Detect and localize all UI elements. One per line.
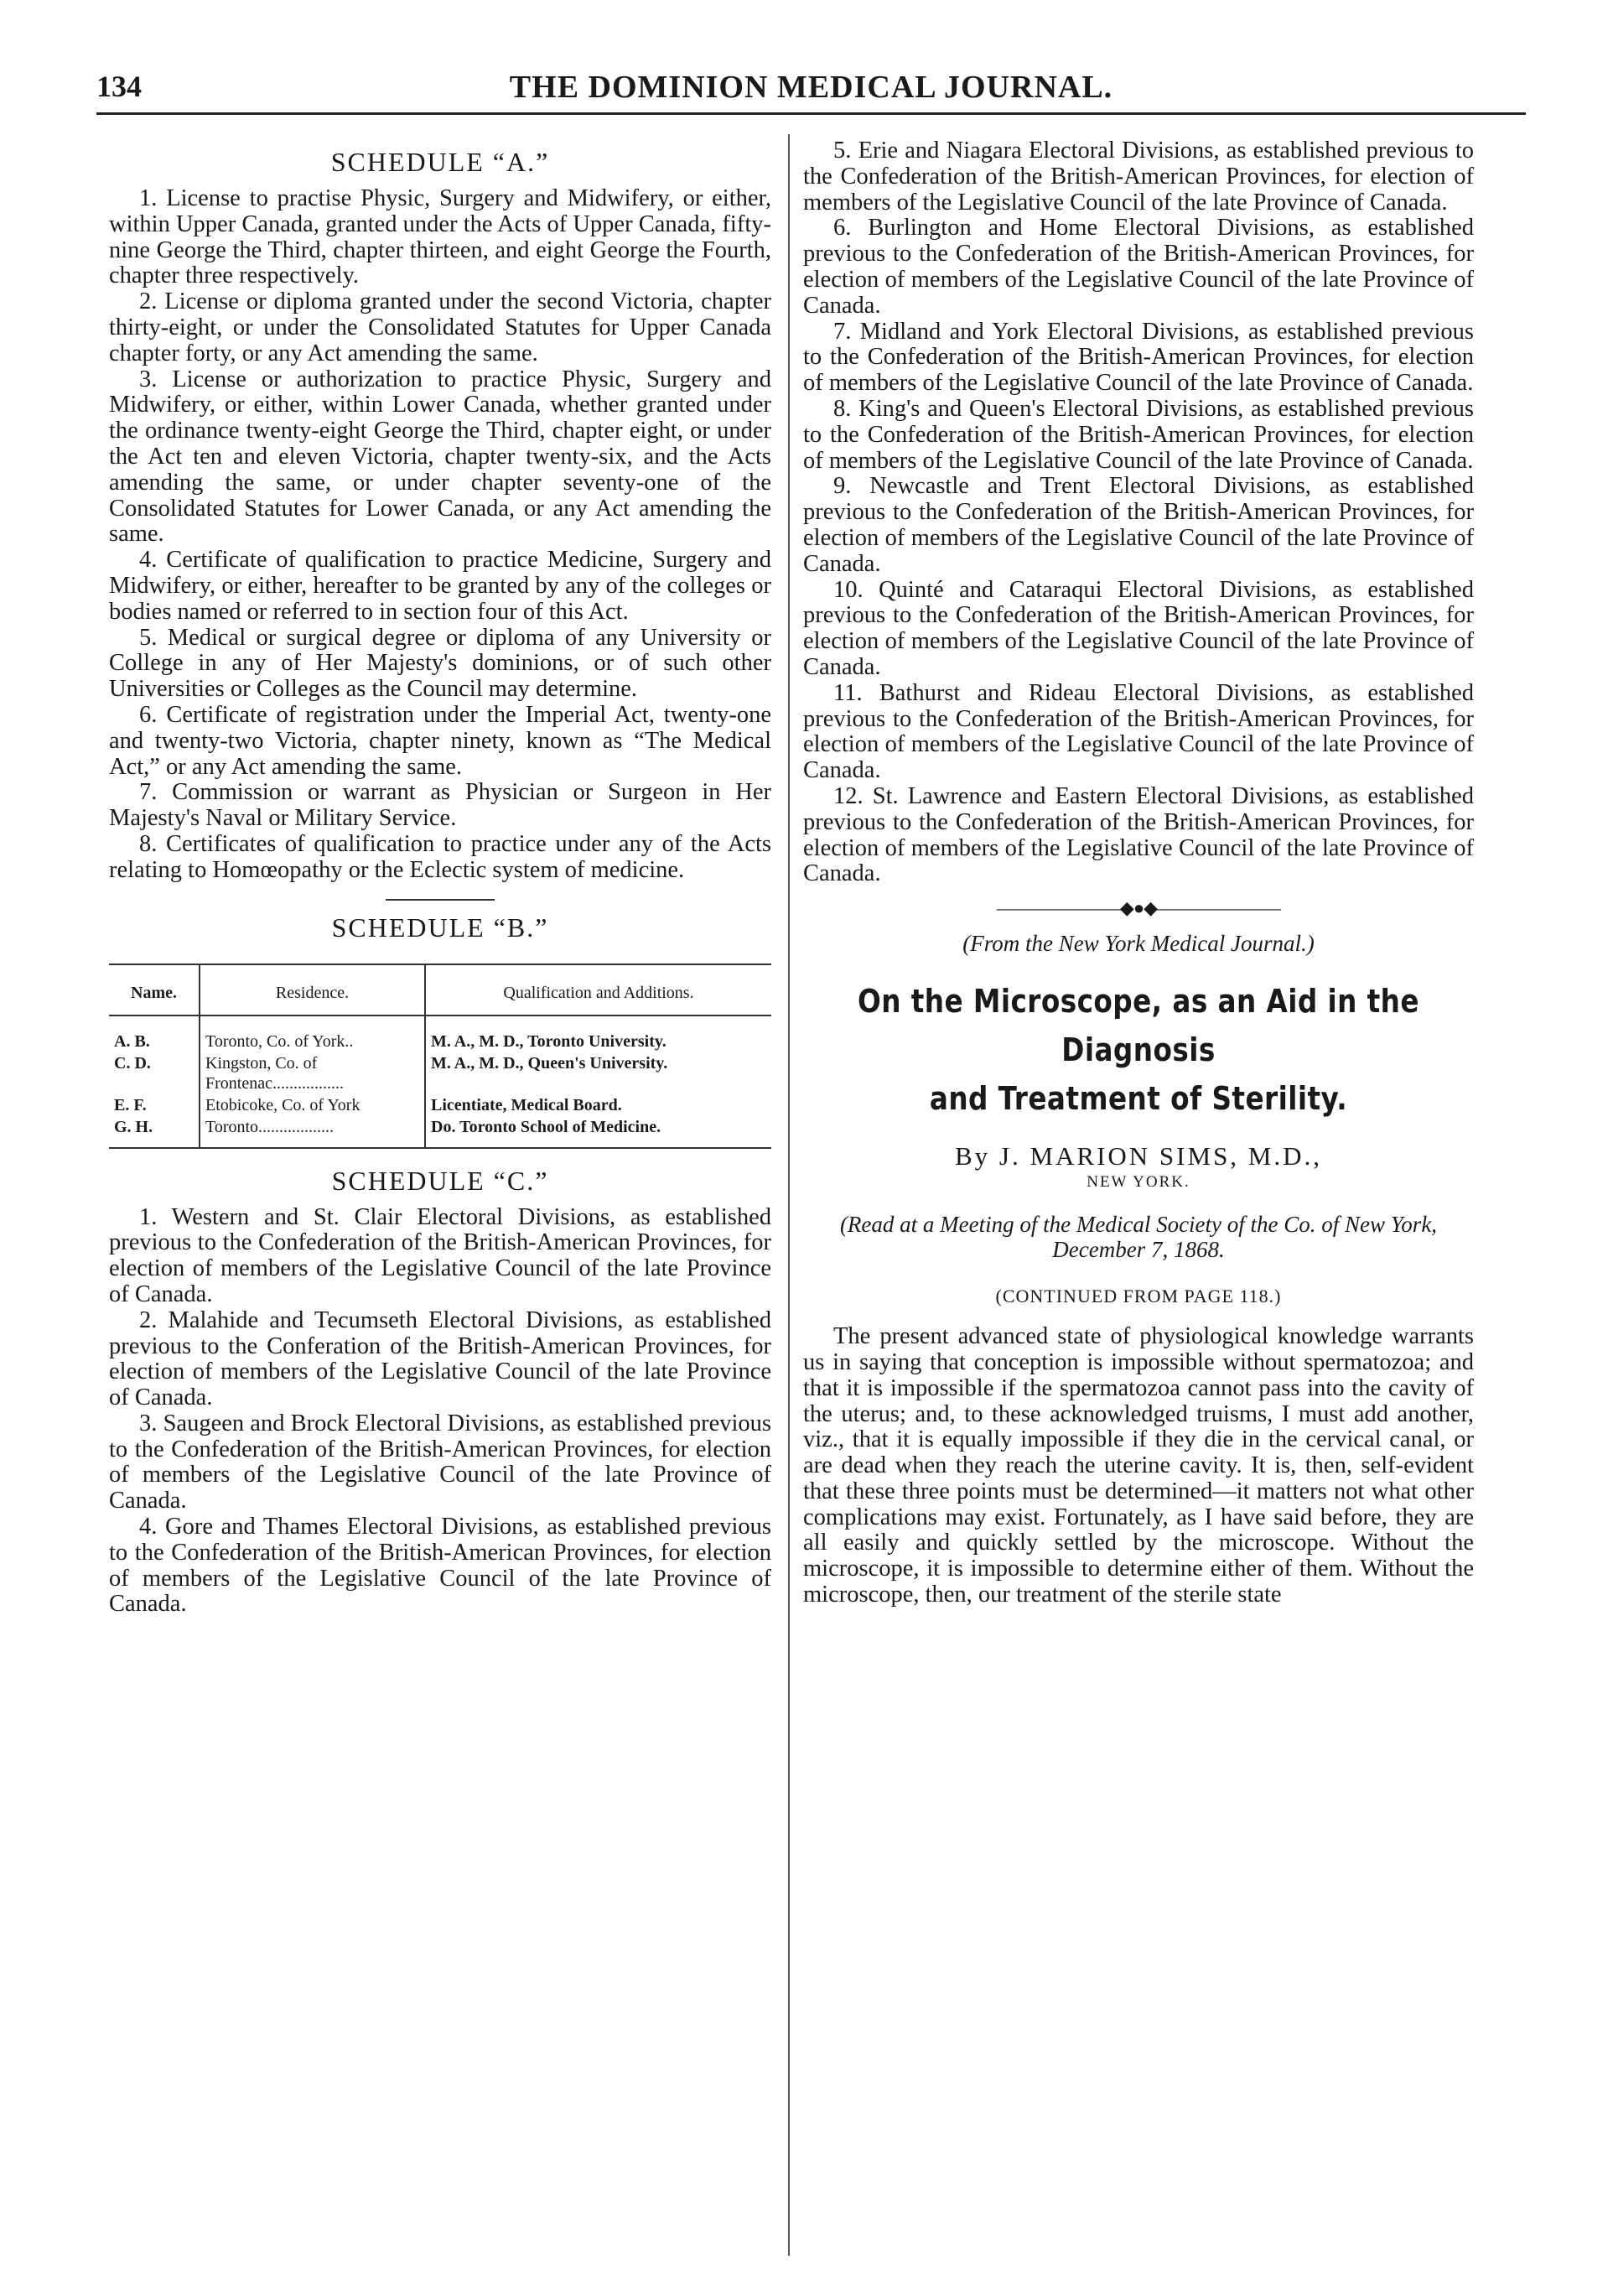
table-row bbox=[109, 1116, 771, 1148]
schedule-b-heading: SCHEDULE “B.” bbox=[331, 912, 549, 943]
table-row bbox=[109, 1016, 771, 1052]
cell-residence: Kingston, Co. of Frontenac................. bbox=[200, 1052, 425, 1094]
cell-name: C. D. bbox=[114, 1053, 151, 1073]
schedule-c-item: 8. King's and Queen's Electoral Divisions, as established previous to the Confederation of the British-American Provinces, for election of members of the Legislative Council of the late Province of Canada. bbox=[803, 395, 1474, 474]
schedule-a-item: 7. Commission or warrant as Physician or Surgeon in Her Majesty's Naval or Military Service. bbox=[109, 779, 771, 832]
schedule-c-item: 10. Quinté and Cataraqui Electoral Divisions, as established previous to the Confederation of the British-American Provinces, for election of members of the Legislative Council of the late Province of Canada. bbox=[803, 576, 1474, 680]
schedule-a-item: 6. Certificate of registration under the Imperial Act, twenty-one and twenty-two Victoria, chapter ninety, known as “The Medical Act,” or any Act amending the same. bbox=[109, 701, 771, 780]
schedule-c-item: 4. Gore and Thames Electoral Divisions, as established previous to the Confederation of the British-American Provinces, for election of members of the Legislative Council of the late Province of Canada. bbox=[109, 1514, 771, 1618]
left-column bbox=[109, 138, 771, 1618]
cell-residence: Toronto.................. bbox=[200, 1116, 425, 1148]
schedule-c-heading: SCHEDULE “C.” bbox=[331, 1165, 549, 1196]
table-header-name: Name. bbox=[109, 964, 200, 1016]
schedule-b-table bbox=[109, 964, 771, 1149]
article-read-note: (Read at a Meeting of the Medical Society of the Co. of New York, December 7, 1868. bbox=[839, 1212, 1438, 1263]
schedule-a-item: 8. Certificates of qualification to practice under any of the Acts relating to Homœopathy or the Eclectic system of medicine. bbox=[109, 830, 771, 883]
schedule-a-item: 3. License or authorization to practice Physic, Surgery and Midwifery, or either, within Lower Canada, whether granted under the ordinance twenty-eight George the Third, chapter eight, or under the Act ten and eleven Victoria, chapter twenty-six, and the Acts amending the same, or under chapter seventy-one of the Consolidated Statutes for Lower Canada, or any Act amending the same. bbox=[109, 366, 771, 548]
column-divider bbox=[788, 134, 790, 2256]
header-rule bbox=[96, 112, 1526, 115]
schedule-c-item: 7. Midland and York Electoral Divisions, as established previous to the Confederation of the British-American Provinces, for election of members of the Legislative Council of the late Province of Canada. bbox=[803, 318, 1474, 397]
cell-name: A. B. bbox=[114, 1031, 150, 1051]
cell-qualification: M. A., M. D., Toronto University. bbox=[431, 1031, 666, 1051]
schedule-c-item: 9. Newcastle and Trent Electoral Divisions, as established previous to the Confederation of the British-American Provinces, for election of members of the Legislative Council of the late Province of Canada. bbox=[803, 473, 1474, 577]
schedule-a-heading: SCHEDULE “A.” bbox=[330, 147, 550, 177]
schedule-a-item: 4. Certificate of qualification to practice Medicine, Surgery and Midwifery, or either, hereafter to be granted by any of the colleges or bodies named or referred to in section four of this Act. bbox=[109, 547, 771, 625]
cell-name: E. F. bbox=[114, 1095, 147, 1114]
schedule-a-item: 2. License or diploma granted under the second Victoria, chapter thirty-eight, or under the Consolidated Statutes for Upper Canada chapter forty, or any Act amending the same. bbox=[109, 288, 771, 366]
table-header-row bbox=[109, 964, 771, 1016]
schedule-c-item: 11. Bathurst and Rideau Electoral Divisions, as established previous to the Confederation of the British-American Provinces, for election of members of the Legislative Council of the late Province of Canada. bbox=[803, 679, 1474, 784]
schedule-c-item: 2. Malahide and Tecumseth Electoral Divisions, as established previous to the Conferation of the British-American Provinces, for election of members of the Legislative Council of the late Province of Canada. bbox=[109, 1306, 771, 1411]
cell-residence: Etobicoke, Co. of York bbox=[200, 1094, 425, 1116]
article-source: (From the New York Medical Journal.) bbox=[962, 931, 1315, 957]
cell-name: G. H. bbox=[109, 1116, 200, 1148]
continued-note: (CONTINUED FROM PAGE 118.) bbox=[995, 1286, 1282, 1307]
article-byline: By J. MARION SIMS, M.D., bbox=[954, 1141, 1323, 1171]
page-header bbox=[96, 69, 1526, 119]
right-column bbox=[803, 138, 1474, 1608]
table-row bbox=[109, 1094, 771, 1116]
section-rule bbox=[386, 899, 495, 901]
cell-residence: Toronto, Co. of York.. bbox=[200, 1016, 425, 1052]
article-body: The present advanced state of physiological knowledge warrants us in saying that conception is impossible without spermatozoa; and that it is impossible if the spermatozoa cannot pass into the cavity of the uterus; and, to these acknowledged truisms, I must add another, viz., that it is equally impossible if they die in the cervical canal, or are dead when they reach the uterine cavity. It is, then, self-evident that these three points must be determined—it matters not what other complications may exist. Fortunately, as I have said before, they are all easily and quickly settled by the microscope. Without the microscope, it is impossible to determine either of them. Without the microscope, then, our treatment of the sterile state bbox=[803, 1323, 1474, 1608]
cell-qualification: Do. Toronto School of Medicine. bbox=[425, 1116, 771, 1148]
schedule-c-item: 1. Western and St. Clair Electoral Divisions, as established previous to the Confederation of the British-American Provinces, for election of members of the Legislative Council of the late Province of Canada. bbox=[109, 1203, 771, 1307]
cell-qualification: M. A., M. D., Queen's University. bbox=[431, 1053, 668, 1073]
schedule-c-item: 3. Saugeen and Brock Electoral Divisions, as established previous to the Confederation of the British-American Provinces, for election of members of the Legislative Council of the late Province of Canada. bbox=[109, 1410, 771, 1514]
schedule-c-item: 5. Erie and Niagara Electoral Divisions, as established previous to the Confederation of the British-American Provinces, for election of members of the Legislative Council of the late Province of Canada. bbox=[803, 138, 1474, 216]
schedule-a-item: 1. License to practise Physic, Surgery and Midwifery, or either, within Upper Canada, granted under the Acts of Upper Canada, fifty-nine George the Third, chapter thirteen, and eight George the Fourth, chapter three respectively. bbox=[109, 185, 771, 289]
schedule-a-item: 5. Medical or surgical degree or diploma of any University or College in any of Her Majesty's dominions, or of such other Universities or Colleges as the Council may determine. bbox=[109, 624, 771, 703]
ornamental-divider: ———————◆●◆——————— bbox=[996, 897, 1281, 919]
table-header-qualification: Qualification and Additions. bbox=[425, 964, 771, 1016]
table-row bbox=[109, 1052, 771, 1094]
article-title bbox=[850, 977, 1427, 1123]
schedule-c-item: 6. Burlington and Home Electoral Divisions, as established previous to the Confederation of the British-American Provinces, for election of members of the Legislative Council of the late Province of Canada. bbox=[803, 215, 1474, 319]
article-location: NEW YORK. bbox=[1087, 1173, 1190, 1192]
cell-qualification: Licentiate, Medical Board. bbox=[431, 1095, 622, 1114]
page-number: 134 bbox=[96, 70, 142, 103]
journal-title: THE DOMINION MEDICAL JOURNAL. bbox=[509, 70, 1113, 105]
table-header-residence: Residence. bbox=[200, 964, 425, 1016]
article-title-line: On the Microscope, as an Aid in the Diagnosis bbox=[858, 983, 1419, 1069]
article-title-line: and Treatment of Sterility. bbox=[929, 1080, 1348, 1118]
schedule-c-item: 12. St. Lawrence and Eastern Electoral Divisions, as established previous to the Confederation of the British-American Provinces, for election of members of the Legislative Council of the late Province of Canada. bbox=[803, 782, 1474, 887]
